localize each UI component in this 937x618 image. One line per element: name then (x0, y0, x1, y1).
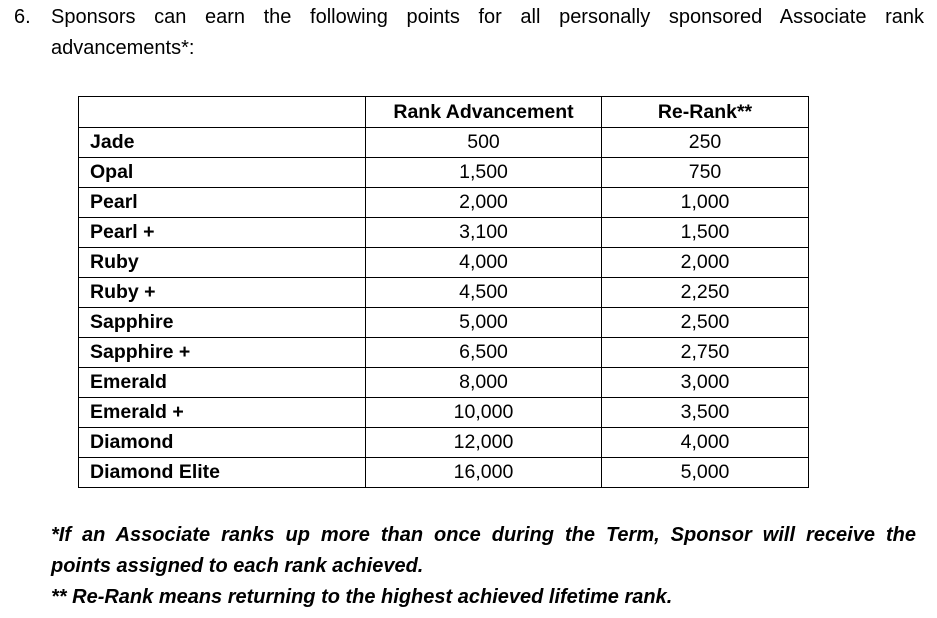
table-row (79, 428, 809, 458)
rank-name: Pearl + (79, 218, 366, 248)
re-rank-points: 3,000 (602, 368, 809, 398)
rank-name: Emerald + (79, 398, 366, 428)
rank-name: Ruby (79, 248, 366, 278)
table-row (79, 338, 809, 368)
list-number: 6. (14, 6, 31, 28)
points-table (78, 96, 809, 488)
rank-name: Emerald (79, 368, 366, 398)
rank-name: Pearl (79, 188, 366, 218)
rank-advancement-points: 1,500 (366, 158, 602, 188)
table-row (79, 458, 809, 488)
table-row (79, 368, 809, 398)
rank-advancement-points: 16,000 (366, 458, 602, 488)
rank-advancement-points: 12,000 (366, 428, 602, 458)
re-rank-points: 2,500 (602, 308, 809, 338)
table-row (79, 308, 809, 338)
rank-advancement-points: 4,500 (366, 278, 602, 308)
re-rank-points: 5,000 (602, 458, 809, 488)
rank-name: Diamond (79, 428, 366, 458)
rank-name: Ruby + (79, 278, 366, 308)
intro-text-line-2: advancements*: (51, 37, 195, 59)
header-rank (79, 97, 366, 128)
rank-advancement-points: 10,000 (366, 398, 602, 428)
footnote-1-line-1: *If an Associate ranks up more than once during the Term, Sponsor will receive the (51, 524, 916, 546)
table-row (79, 218, 809, 248)
rank-advancement-points: 3,100 (366, 218, 602, 248)
table-row (79, 158, 809, 188)
table-row (79, 398, 809, 428)
header-re-rank: Re-Rank** (602, 97, 809, 128)
footnote-2: ** Re-Rank means returning to the highest achieved lifetime rank. (51, 586, 673, 608)
rank-advancement-points: 4,000 (366, 248, 602, 278)
rank-name: Opal (79, 158, 366, 188)
re-rank-points: 1,000 (602, 188, 809, 218)
rank-name: Sapphire (79, 308, 366, 338)
table-row (79, 128, 809, 158)
rank-advancement-points: 5,000 (366, 308, 602, 338)
table-row (79, 248, 809, 278)
rank-name: Diamond Elite (79, 458, 366, 488)
rank-advancement-points: 8,000 (366, 368, 602, 398)
rank-advancement-points: 500 (366, 128, 602, 158)
rank-name: Sapphire + (79, 338, 366, 368)
re-rank-points: 3,500 (602, 398, 809, 428)
re-rank-points: 250 (602, 128, 809, 158)
header-rank-advancement: Rank Advancement (366, 97, 602, 128)
re-rank-points: 2,250 (602, 278, 809, 308)
re-rank-points: 2,750 (602, 338, 809, 368)
intro-text-line-1: Sponsors can earn the following points for all personally sponsored Associate rank (51, 6, 924, 28)
table-row (79, 188, 809, 218)
re-rank-points: 2,000 (602, 248, 809, 278)
rank-advancement-points: 2,000 (366, 188, 602, 218)
re-rank-points: 1,500 (602, 218, 809, 248)
footnotes (51, 520, 916, 613)
footnote-1-line-2: points assigned to each rank achieved. (51, 555, 424, 577)
table-row (79, 278, 809, 308)
table-header-row (79, 97, 809, 128)
intro-line-1 (14, 2, 924, 33)
rank-name: Jade (79, 128, 366, 158)
re-rank-points: 4,000 (602, 428, 809, 458)
intro-paragraph (14, 2, 924, 64)
rank-advancement-points: 6,500 (366, 338, 602, 368)
re-rank-points: 750 (602, 158, 809, 188)
